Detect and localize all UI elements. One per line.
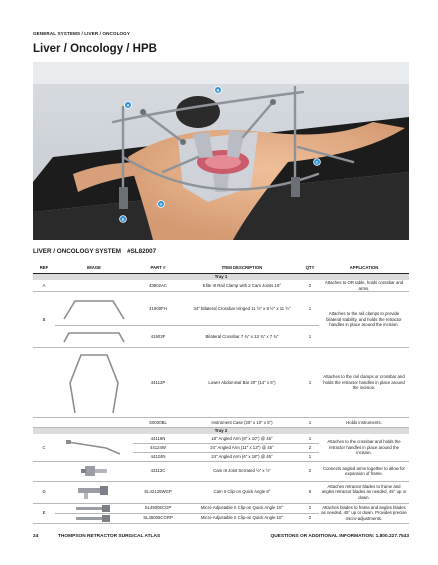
col-description: ITEM DESCRIPTION <box>183 262 301 274</box>
row-application: Attaches to OR table, holds crossbar and arms. <box>319 280 409 292</box>
page-number: 24 <box>33 534 39 539</box>
row-part: SL45006CGP <box>133 503 183 513</box>
surgical-setup-photo <box>33 62 409 240</box>
row-description: Cam II Clip-on Quick Angle 8° <box>183 481 301 503</box>
table-row <box>33 348 409 418</box>
row-description: Bilateral Crossbar 7 ¾" x 13 ¾" x 7 ¾" <box>183 326 301 348</box>
row-part: SL45006CGRP <box>133 513 183 523</box>
tray-2-label: Tray 2 <box>33 428 409 435</box>
row-description: 34" Bilateral Crossbar Hinged 11 ½" x 8 ½" x 11 ½" <box>183 292 301 326</box>
row-qty: 1 <box>301 292 319 326</box>
parts-table <box>33 262 409 524</box>
tray-1-label: Tray 1 <box>33 274 409 281</box>
row-part: 41903F <box>133 326 183 348</box>
row-qty: 2 <box>301 280 319 292</box>
system-number: #SL82007 <box>127 248 157 255</box>
table-row <box>33 434 409 443</box>
row-qty: 6 <box>301 481 319 503</box>
row-description: Cam III Joint Serrated ½" x ½" <box>183 461 301 481</box>
row-part: 44124N <box>133 452 183 461</box>
col-ref: REF <box>33 262 55 274</box>
system-name: LIVER / ONCOLOGY SYSTEM <box>33 248 122 255</box>
table-row <box>33 481 409 503</box>
row-part: 44116N <box>133 434 183 443</box>
clip-on-quick-angle-image <box>55 481 133 503</box>
row-part: 43112C <box>133 461 183 481</box>
row-image <box>55 418 133 428</box>
row-ref: C <box>33 434 55 461</box>
row-application: Connects angled arms together to allow for expansion of frame. <box>319 461 409 481</box>
lower-abdominal-bar-image <box>55 348 133 418</box>
row-application: Attaches retractor blades to frame and angles retractor blades as needed, 45° up or down. <box>319 481 409 503</box>
row-application: Holds instruments. <box>319 418 409 428</box>
micro-adjustable-image <box>55 503 133 513</box>
micro-adjustable-image <box>55 513 133 523</box>
table-row <box>33 292 409 326</box>
row-image <box>55 280 133 292</box>
callout-label: B <box>216 88 220 93</box>
table-row <box>33 280 409 292</box>
cam-joint-image <box>55 461 133 481</box>
callout-label: A <box>126 103 130 108</box>
table-header-row <box>33 262 409 274</box>
row-application: Attaches blades to frame and angles blades as needed, 45° up or down. Provides precise micro-adjustments. <box>319 503 409 523</box>
row-ref <box>33 461 55 481</box>
row-description: Instrument Case (26" x 10" x 5") <box>183 418 301 428</box>
row-qty: 1 <box>301 326 319 348</box>
row-application: Attaches to the crossbar and holds the retractor handles in place around the incision. <box>319 434 409 461</box>
contact-info: QUESTIONS OR ADDITIONAL INFORMATION: 1.800.227.7543 <box>270 534 409 539</box>
row-description: Micro-Adjustable II Clip-on Quick Angle 10° <box>183 503 301 513</box>
col-qty: QTY <box>301 262 319 274</box>
table-row <box>33 461 409 481</box>
crossbar-image <box>55 326 133 348</box>
callout-label: E <box>121 217 125 222</box>
row-part: SL42126WGP <box>133 481 183 503</box>
col-part: PART # <box>133 262 183 274</box>
row-ref: D <box>33 481 55 503</box>
row-description: Elite III Rail Clamp with 2 Cam Joints 18° <box>183 280 301 292</box>
row-description: 24" Angled Arm (6" x 18") @ 45° <box>183 452 301 461</box>
row-description: Lower Abdominal Bar 20" (14" x 6") <box>183 348 301 418</box>
row-description: 24" Angled Arm (11" x 13") @ 45° <box>183 443 301 452</box>
callout-label: C <box>315 160 319 165</box>
breadcrumb: GENERAL SYSTEMS / LIVER / ONCOLOGY <box>33 31 130 36</box>
row-part: 43902AC <box>133 280 183 292</box>
row-qty: 1 <box>301 418 319 428</box>
row-description: Micro-Adjustable II Clip-on Quick Angle 10° <box>183 513 301 523</box>
row-ref: E <box>33 503 55 523</box>
row-qty: 1 <box>301 348 319 418</box>
table-row <box>33 418 409 428</box>
angled-arm-image <box>55 434 133 461</box>
row-application: Attaches to the rail clamps to provide bilateral stability, and holds the retractor handles in place around the incision. <box>319 292 409 348</box>
row-ref: B <box>33 292 55 348</box>
table-row <box>33 503 409 513</box>
row-application: Attaches to the rail clamps or crossbar and holds the retractor handles in place around the incision. <box>319 348 409 418</box>
row-qty: 1 <box>301 434 319 443</box>
callout-label: D <box>159 202 163 207</box>
row-part: S0030BL <box>133 418 183 428</box>
system-title <box>33 248 156 255</box>
row-description: 18" Angled Arm (8" x 10") @ 45° <box>183 434 301 443</box>
row-ref <box>33 348 55 418</box>
row-part: 41900FH <box>133 292 183 326</box>
row-part: 44124W <box>133 443 183 452</box>
atlas-title: THOMPSON RETRACTOR SURGICAL ATLAS <box>58 534 161 539</box>
row-qty: 2 <box>301 461 319 481</box>
col-application: APPLICATION <box>319 262 409 274</box>
row-qty: 2 <box>301 513 319 523</box>
page-footer <box>33 534 409 546</box>
crossbar-hinged-image <box>55 292 133 326</box>
col-image: IMAGE <box>55 262 133 274</box>
page-title: Liver / Oncology / HPB <box>33 43 157 55</box>
row-part: 44112P <box>133 348 183 418</box>
row-qty: 2 <box>301 503 319 513</box>
row-qty: 2 <box>301 443 319 452</box>
row-ref: A <box>33 280 55 292</box>
row-qty: 1 <box>301 452 319 461</box>
row-ref <box>33 418 55 428</box>
